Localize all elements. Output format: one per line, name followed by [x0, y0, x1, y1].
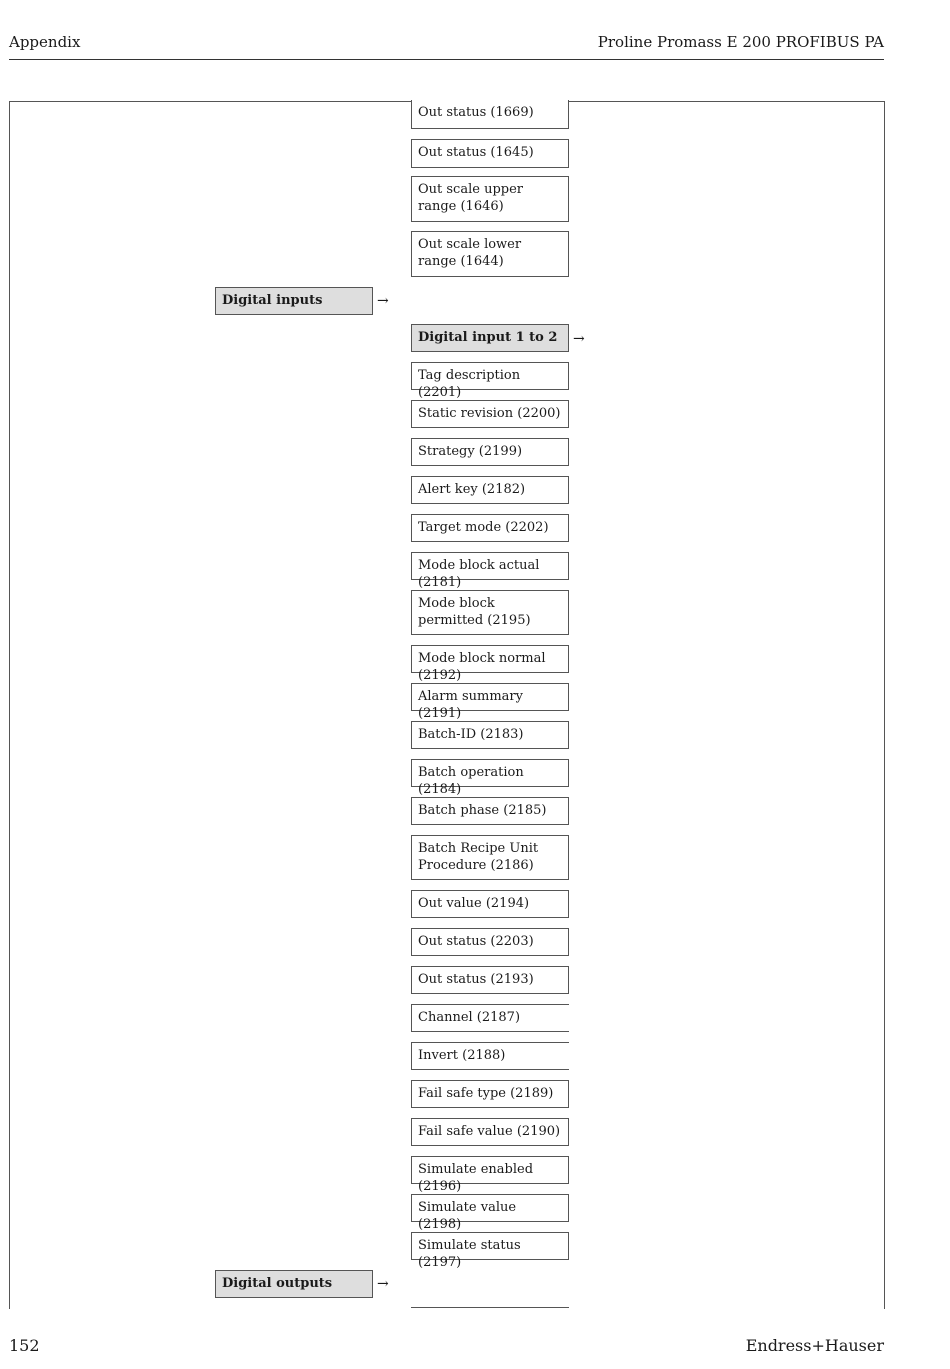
param-box: Out status (2193): [411, 966, 569, 994]
page-number: 152: [9, 1336, 40, 1355]
param-box: Out scale lower range (1644): [411, 231, 569, 277]
param-box: Out value (2194): [411, 890, 569, 918]
group-digital-input-1-to-2: Digital input 1 to 2: [411, 324, 569, 352]
param-box: Alarm summary (2191): [411, 683, 569, 711]
param-box: Batch-ID (2183): [411, 721, 569, 749]
param-box: Static revision (2200): [411, 400, 569, 428]
right-arrow-icon: →: [377, 1276, 389, 1292]
group-digital-outputs: Digital outputs: [215, 1270, 373, 1298]
param-box: Simulate status (2197): [411, 1232, 569, 1260]
param-box: Out status (2203): [411, 928, 569, 956]
param-box: Mode block normal (2192): [411, 645, 569, 673]
param-box: Out status (1645): [411, 139, 569, 168]
param-box: Mode block permitted (2195): [411, 590, 569, 635]
header-section-title: Appendix: [9, 33, 81, 51]
param-box: Batch phase (2185): [411, 797, 569, 825]
param-box: Out scale upper range (1646): [411, 176, 569, 222]
param-box: Strategy (2199): [411, 438, 569, 466]
param-box: Batch operation (2184): [411, 759, 569, 787]
footer-brand: Endress+Hauser: [745, 1336, 884, 1355]
header-rule: [9, 59, 884, 60]
param-box: Fail safe value (2190): [411, 1118, 569, 1146]
right-arrow-icon: →: [377, 293, 389, 309]
param-box: Fail safe type (2189): [411, 1080, 569, 1108]
param-box: Out status (1669): [411, 100, 569, 129]
group-digital-inputs: Digital inputs: [215, 287, 373, 315]
right-arrow-icon: →: [573, 331, 585, 347]
param-box: Invert (2188): [411, 1042, 569, 1070]
param-box: Target mode (2202): [411, 514, 569, 542]
param-box: Alert key (2182): [411, 476, 569, 504]
param-box: Simulate value (2198): [411, 1194, 569, 1222]
header-document-title: Proline Promass E 200 PROFIBUS PA: [597, 33, 884, 51]
param-box: Batch Recipe Unit Procedure (2186): [411, 835, 569, 880]
param-box: Tag description (2201): [411, 362, 569, 390]
param-box: Mode block actual (2181): [411, 552, 569, 580]
param-box: Channel (2187): [411, 1004, 569, 1032]
continued-box-edge: [411, 1307, 569, 1308]
param-box: Simulate enabled (2196): [411, 1156, 569, 1184]
